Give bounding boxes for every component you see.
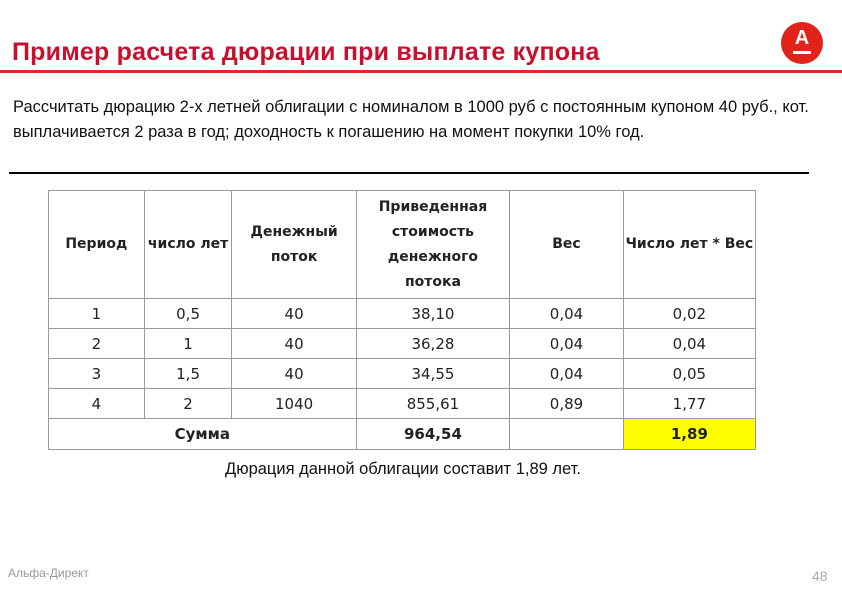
cell-weight: 0,04 <box>510 299 624 329</box>
duration-table <box>48 190 756 450</box>
statement-divider <box>9 172 809 174</box>
header-period: Период <box>49 191 145 299</box>
header-cash-flow: Денежный поток <box>232 191 356 299</box>
cell-weight: 0,04 <box>510 359 624 389</box>
header-present-value: Приведенная стоимость денежного потока <box>356 191 510 299</box>
cell-present-value: 34,55 <box>356 359 510 389</box>
table-sum-row <box>49 419 756 450</box>
cell-weighted-years: 0,02 <box>623 299 755 329</box>
conclusion-text <box>0 460 842 479</box>
cell-present-value: 36,28 <box>356 329 510 359</box>
sum-duration-highlight: 1,89 <box>623 419 755 450</box>
cell-weighted-years: 0,04 <box>623 329 755 359</box>
cell-weighted-years: 0,05 <box>623 359 755 389</box>
cell-weighted-years: 1,77 <box>623 389 755 419</box>
header-years: число лет <box>144 191 232 299</box>
cell-cash-flow: 40 <box>232 329 356 359</box>
title-divider <box>0 70 842 73</box>
cell-years: 2 <box>144 389 232 419</box>
logo-letter: А <box>794 27 810 49</box>
cell-years: 1 <box>144 329 232 359</box>
logo-bar <box>793 51 811 54</box>
table-row <box>49 359 756 389</box>
table-row <box>49 389 756 419</box>
cell-present-value: 38,10 <box>356 299 510 329</box>
header-years-times-weight: Число лет * Вес <box>623 191 755 299</box>
cell-period: 1 <box>49 299 145 329</box>
cell-cash-flow: 40 <box>232 359 356 389</box>
table-row <box>49 299 756 329</box>
slide-title: Пример расчета дюрации при выплате купона <box>12 38 600 66</box>
cell-cash-flow: 40 <box>232 299 356 329</box>
cell-weight: 0,04 <box>510 329 624 359</box>
sum-label: Сумма <box>49 419 357 450</box>
cell-cash-flow: 1040 <box>232 389 356 419</box>
cell-years: 1,5 <box>144 359 232 389</box>
cell-years: 0,5 <box>144 299 232 329</box>
cell-period: 3 <box>49 359 145 389</box>
problem-statement: Рассчитать дюрацию 2-х летней облигации с номиналом в 1000 руб с постоянным купоном 40 руб., кот. выплачивается 2 раза в год; доходность к погашению на момент покупки 10% год. <box>13 98 809 141</box>
cell-period: 2 <box>49 329 145 359</box>
sum-present-value: 964,54 <box>356 419 510 450</box>
cell-present-value: 855,61 <box>356 389 510 419</box>
footer-brand: Альфа-Директ <box>8 566 89 580</box>
conclusion-label: Дюрация данной облигации составит 1,89 лет. <box>225 460 581 478</box>
header-weight: Вес <box>510 191 624 299</box>
page-number: 48 <box>812 568 828 584</box>
table-header-row <box>49 191 756 299</box>
sum-weight-empty <box>510 419 624 450</box>
cell-period: 4 <box>49 389 145 419</box>
cell-weight: 0,89 <box>510 389 624 419</box>
table-row <box>49 329 756 359</box>
alfa-logo-icon <box>781 22 823 64</box>
